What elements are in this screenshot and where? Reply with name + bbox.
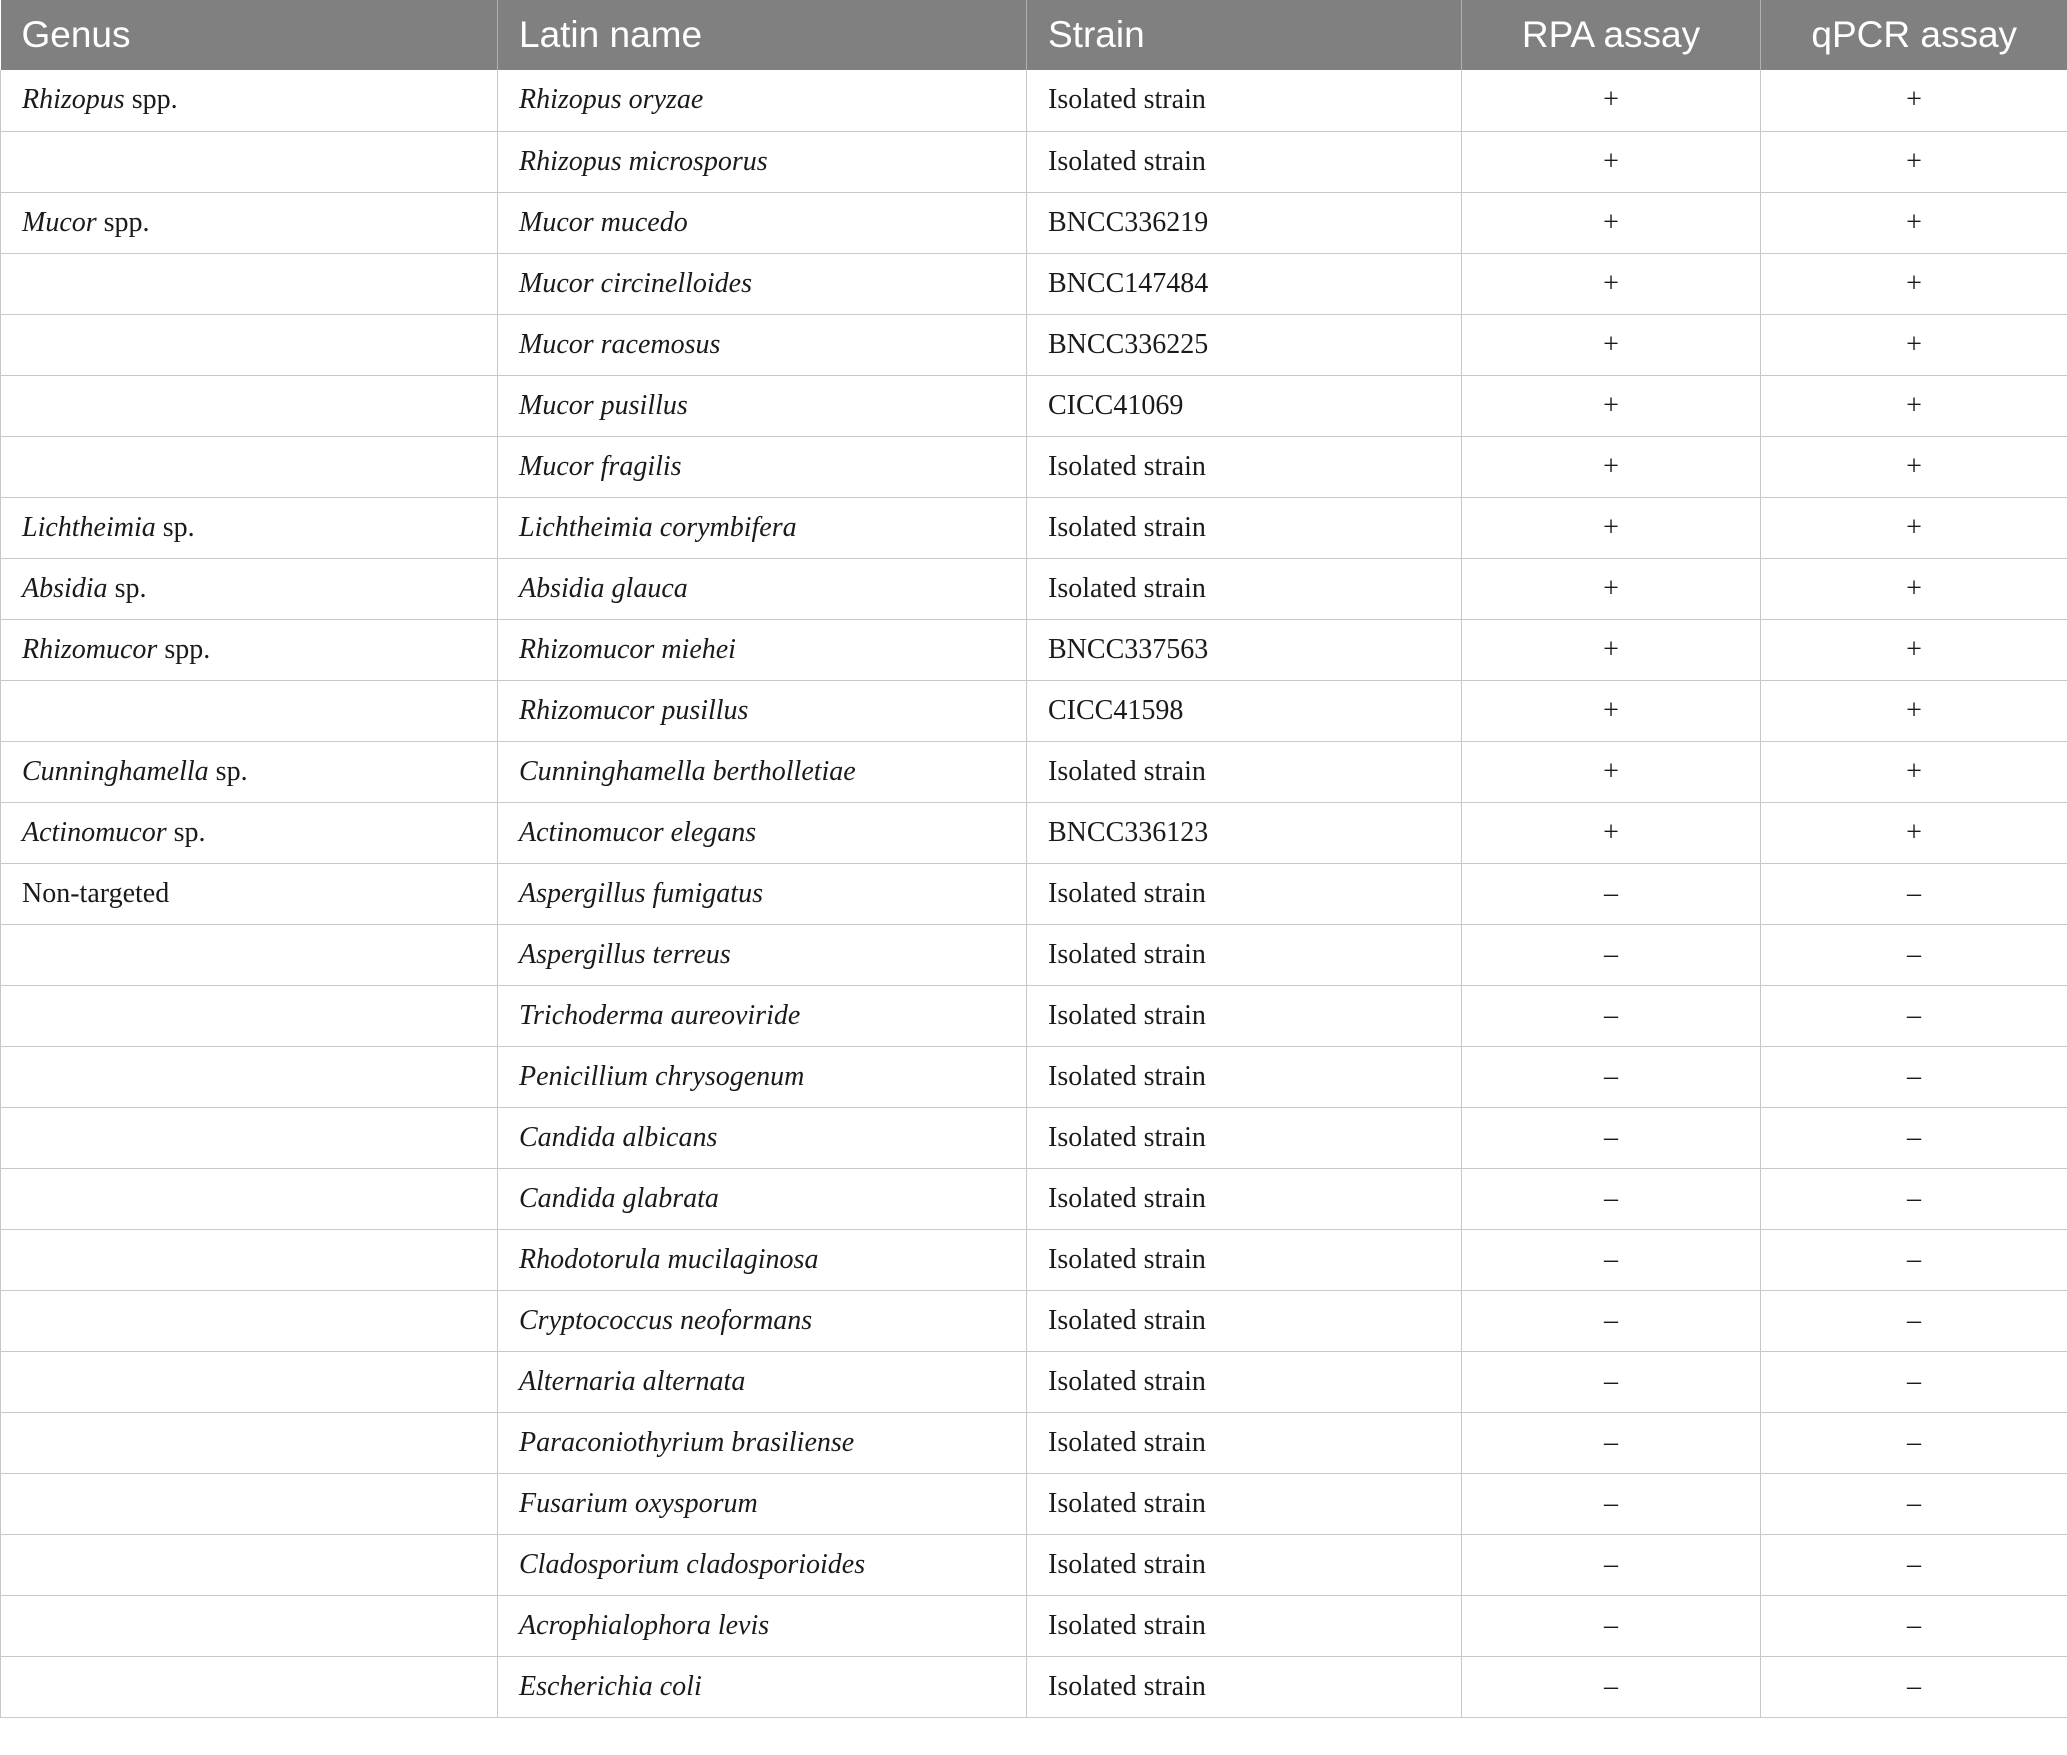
table-row	[1, 863, 2067, 924]
latin-name-cell: Rhizomucor miehei	[498, 619, 1027, 680]
table-row	[1, 1229, 2067, 1290]
strain-cell: Isolated strain	[1027, 1046, 1462, 1107]
table-row	[1, 497, 2067, 558]
genus-cell	[1, 1351, 498, 1412]
strain-cell: BNCC337563	[1027, 619, 1462, 680]
genus-cell	[1, 436, 498, 497]
rpa-result-cell: +	[1462, 741, 1761, 802]
table-row	[1, 1290, 2067, 1351]
rpa-result-cell: –	[1462, 985, 1761, 1046]
genus-cell	[1, 1473, 498, 1534]
genus-cell	[1, 680, 498, 741]
strain-cell: BNCC336123	[1027, 802, 1462, 863]
genus-cell	[1, 1229, 498, 1290]
genus-cell	[1, 70, 498, 131]
genus-cell	[1, 1534, 498, 1595]
header-qpcr-assay: qPCR assay	[1761, 0, 2067, 70]
rpa-result-cell: –	[1462, 1229, 1761, 1290]
genus-cell	[1, 802, 498, 863]
qpcr-result-cell: –	[1761, 924, 2067, 985]
qpcr-result-cell: –	[1761, 1473, 2067, 1534]
table-row	[1, 680, 2067, 741]
strain-cell: BNCC336225	[1027, 314, 1462, 375]
table-row	[1, 1656, 2067, 1717]
strain-cell: Isolated strain	[1027, 1351, 1462, 1412]
genus-cell	[1, 192, 498, 253]
rpa-result-cell: –	[1462, 863, 1761, 924]
latin-name-cell: Paraconiothyrium brasiliense	[498, 1412, 1027, 1473]
rpa-result-cell: –	[1462, 1168, 1761, 1229]
genus-suffix: sp.	[166, 816, 206, 848]
genus-suffix: sp.	[155, 511, 195, 543]
genus-suffix: spp.	[124, 84, 178, 116]
header-genus: Genus	[1, 0, 498, 70]
latin-name-cell: Alternaria alternata	[498, 1351, 1027, 1412]
latin-name-cell: Escherichia coli	[498, 1656, 1027, 1717]
table-row	[1, 192, 2067, 253]
genus-cell	[1, 863, 498, 924]
table-row	[1, 1595, 2067, 1656]
genus-cell	[1, 619, 498, 680]
table-row	[1, 131, 2067, 192]
qpcr-result-cell: +	[1761, 314, 2067, 375]
table-body	[1, 70, 2067, 1717]
qpcr-result-cell: +	[1761, 131, 2067, 192]
strain-cell: Isolated strain	[1027, 1229, 1462, 1290]
header-row	[1, 0, 2067, 70]
qpcr-result-cell: –	[1761, 1168, 2067, 1229]
strain-cell: Isolated strain	[1027, 741, 1462, 802]
qpcr-result-cell: –	[1761, 1107, 2067, 1168]
rpa-result-cell: –	[1462, 1473, 1761, 1534]
rpa-result-cell: +	[1462, 375, 1761, 436]
rpa-result-cell: –	[1462, 1107, 1761, 1168]
rpa-result-cell: +	[1462, 131, 1761, 192]
table-row	[1, 985, 2067, 1046]
table-row	[1, 1351, 2067, 1412]
qpcr-result-cell: –	[1761, 863, 2067, 924]
genus-cell	[1, 1412, 498, 1473]
rpa-result-cell: +	[1462, 436, 1761, 497]
genus-suffix: sp.	[208, 755, 248, 787]
genus-cell	[1, 558, 498, 619]
genus-italic: Lichtheimia	[22, 511, 156, 543]
rpa-result-cell: –	[1462, 1351, 1761, 1412]
genus-cell	[1, 314, 498, 375]
qpcr-result-cell: –	[1761, 1412, 2067, 1473]
qpcr-result-cell: –	[1761, 985, 2067, 1046]
strain-cell: CICC41069	[1027, 375, 1462, 436]
latin-name-cell: Cladosporium cladosporioides	[498, 1534, 1027, 1595]
genus-italic: Rhizomucor	[22, 633, 158, 665]
strain-cell: Isolated strain	[1027, 1656, 1462, 1717]
strain-cell: Isolated strain	[1027, 558, 1462, 619]
genus-cell	[1, 375, 498, 436]
latin-name-cell: Mucor racemosus	[498, 314, 1027, 375]
genus-cell	[1, 1107, 498, 1168]
genus-italic: Actinomucor	[22, 816, 167, 848]
genus-cell	[1, 985, 498, 1046]
latin-name-cell: Trichoderma aureoviride	[498, 985, 1027, 1046]
strain-cell: Isolated strain	[1027, 1107, 1462, 1168]
table-row	[1, 741, 2067, 802]
latin-name-cell: Rhizomucor pusillus	[498, 680, 1027, 741]
qpcr-result-cell: +	[1761, 558, 2067, 619]
table-row	[1, 1473, 2067, 1534]
qpcr-result-cell: +	[1761, 619, 2067, 680]
genus-suffix: sp.	[107, 572, 147, 604]
qpcr-result-cell: –	[1761, 1351, 2067, 1412]
genus-cell	[1, 1046, 498, 1107]
latin-name-cell: Penicillium chrysogenum	[498, 1046, 1027, 1107]
strain-cell: Isolated strain	[1027, 1534, 1462, 1595]
table-row	[1, 436, 2067, 497]
qpcr-result-cell: +	[1761, 253, 2067, 314]
rpa-result-cell: –	[1462, 924, 1761, 985]
latin-name-cell: Aspergillus terreus	[498, 924, 1027, 985]
qpcr-result-cell: +	[1761, 741, 2067, 802]
table-row	[1, 1534, 2067, 1595]
strain-cell: Isolated strain	[1027, 497, 1462, 558]
latin-name-cell: Candida albicans	[498, 1107, 1027, 1168]
strain-cell: Isolated strain	[1027, 436, 1462, 497]
latin-name-cell: Mucor circinelloides	[498, 253, 1027, 314]
qpcr-result-cell: +	[1761, 680, 2067, 741]
table-row	[1, 924, 2067, 985]
latin-name-cell: Lichtheimia corymbifera	[498, 497, 1027, 558]
genus-cell	[1, 1168, 498, 1229]
header-latin-name: Latin name	[498, 0, 1027, 70]
rpa-result-cell: –	[1462, 1656, 1761, 1717]
header-strain: Strain	[1027, 0, 1462, 70]
strain-cell: Isolated strain	[1027, 1168, 1462, 1229]
strain-cell: BNCC336219	[1027, 192, 1462, 253]
qpcr-result-cell: +	[1761, 436, 2067, 497]
strain-cell: Isolated strain	[1027, 1412, 1462, 1473]
table-row	[1, 558, 2067, 619]
genus-suffix: Non-targeted	[22, 877, 170, 909]
genus-cell	[1, 131, 498, 192]
latin-name-cell: Rhodotorula mucilaginosa	[498, 1229, 1027, 1290]
strain-cell: Isolated strain	[1027, 131, 1462, 192]
rpa-result-cell: –	[1462, 1595, 1761, 1656]
strain-cell: Isolated strain	[1027, 985, 1462, 1046]
genus-italic: Mucor	[22, 206, 97, 238]
qpcr-result-cell: +	[1761, 802, 2067, 863]
qpcr-result-cell: –	[1761, 1290, 2067, 1351]
strain-cell: BNCC147484	[1027, 253, 1462, 314]
latin-name-cell: Candida glabrata	[498, 1168, 1027, 1229]
qpcr-result-cell: +	[1761, 70, 2067, 131]
genus-cell	[1, 741, 498, 802]
rpa-result-cell: –	[1462, 1290, 1761, 1351]
strain-cell: Isolated strain	[1027, 924, 1462, 985]
latin-name-cell: Rhizopus oryzae	[498, 70, 1027, 131]
table-row	[1, 1412, 2067, 1473]
qpcr-result-cell: +	[1761, 497, 2067, 558]
rpa-result-cell: +	[1462, 314, 1761, 375]
table-row	[1, 253, 2067, 314]
latin-name-cell: Cunninghamella bertholletiae	[498, 741, 1027, 802]
table-row	[1, 802, 2067, 863]
qpcr-result-cell: –	[1761, 1656, 2067, 1717]
latin-name-cell: Fusarium oxysporum	[498, 1473, 1027, 1534]
table-row	[1, 619, 2067, 680]
genus-suffix: spp.	[157, 633, 211, 665]
rpa-result-cell: –	[1462, 1046, 1761, 1107]
rpa-result-cell: +	[1462, 253, 1761, 314]
rpa-result-cell: +	[1462, 558, 1761, 619]
rpa-result-cell: +	[1462, 192, 1761, 253]
qpcr-result-cell: –	[1761, 1534, 2067, 1595]
rpa-result-cell: +	[1462, 619, 1761, 680]
latin-name-cell: Rhizopus microsporus	[498, 131, 1027, 192]
latin-name-cell: Mucor pusillus	[498, 375, 1027, 436]
genus-cell	[1, 1290, 498, 1351]
qpcr-result-cell: –	[1761, 1595, 2067, 1656]
genus-cell	[1, 1656, 498, 1717]
table-row	[1, 375, 2067, 436]
latin-name-cell: Absidia glauca	[498, 558, 1027, 619]
strain-cell: Isolated strain	[1027, 863, 1462, 924]
latin-name-cell: Mucor fragilis	[498, 436, 1027, 497]
header-rpa-assay: RPA assay	[1462, 0, 1761, 70]
latin-name-cell: Cryptococcus neoformans	[498, 1290, 1027, 1351]
qpcr-result-cell: –	[1761, 1229, 2067, 1290]
table-row	[1, 314, 2067, 375]
genus-cell	[1, 253, 498, 314]
strain-cell: CICC41598	[1027, 680, 1462, 741]
genus-cell	[1, 1595, 498, 1656]
genus-italic: Absidia	[22, 572, 108, 604]
rpa-result-cell: –	[1462, 1534, 1761, 1595]
strain-cell: Isolated strain	[1027, 1473, 1462, 1534]
genus-italic: Rhizopus	[22, 84, 125, 116]
table-row	[1, 1107, 2067, 1168]
rpa-result-cell: +	[1462, 497, 1761, 558]
qpcr-result-cell: +	[1761, 375, 2067, 436]
qpcr-result-cell: +	[1761, 192, 2067, 253]
rpa-result-cell: +	[1462, 680, 1761, 741]
latin-name-cell: Aspergillus fumigatus	[498, 863, 1027, 924]
genus-cell	[1, 924, 498, 985]
strain-cell: Isolated strain	[1027, 1595, 1462, 1656]
table-row	[1, 70, 2067, 131]
qpcr-result-cell: –	[1761, 1046, 2067, 1107]
table-row	[1, 1168, 2067, 1229]
rpa-result-cell: +	[1462, 70, 1761, 131]
genus-cell	[1, 497, 498, 558]
latin-name-cell: Actinomucor elegans	[498, 802, 1027, 863]
table-row	[1, 1046, 2067, 1107]
genus-suffix: spp.	[96, 206, 150, 238]
table-header	[1, 0, 2067, 70]
rpa-result-cell: +	[1462, 802, 1761, 863]
genus-italic: Cunninghamella	[22, 755, 209, 787]
rpa-result-cell: –	[1462, 1412, 1761, 1473]
strain-cell: Isolated strain	[1027, 70, 1462, 131]
latin-name-cell: Acrophialophora levis	[498, 1595, 1027, 1656]
latin-name-cell: Mucor mucedo	[498, 192, 1027, 253]
strain-cell: Isolated strain	[1027, 1290, 1462, 1351]
